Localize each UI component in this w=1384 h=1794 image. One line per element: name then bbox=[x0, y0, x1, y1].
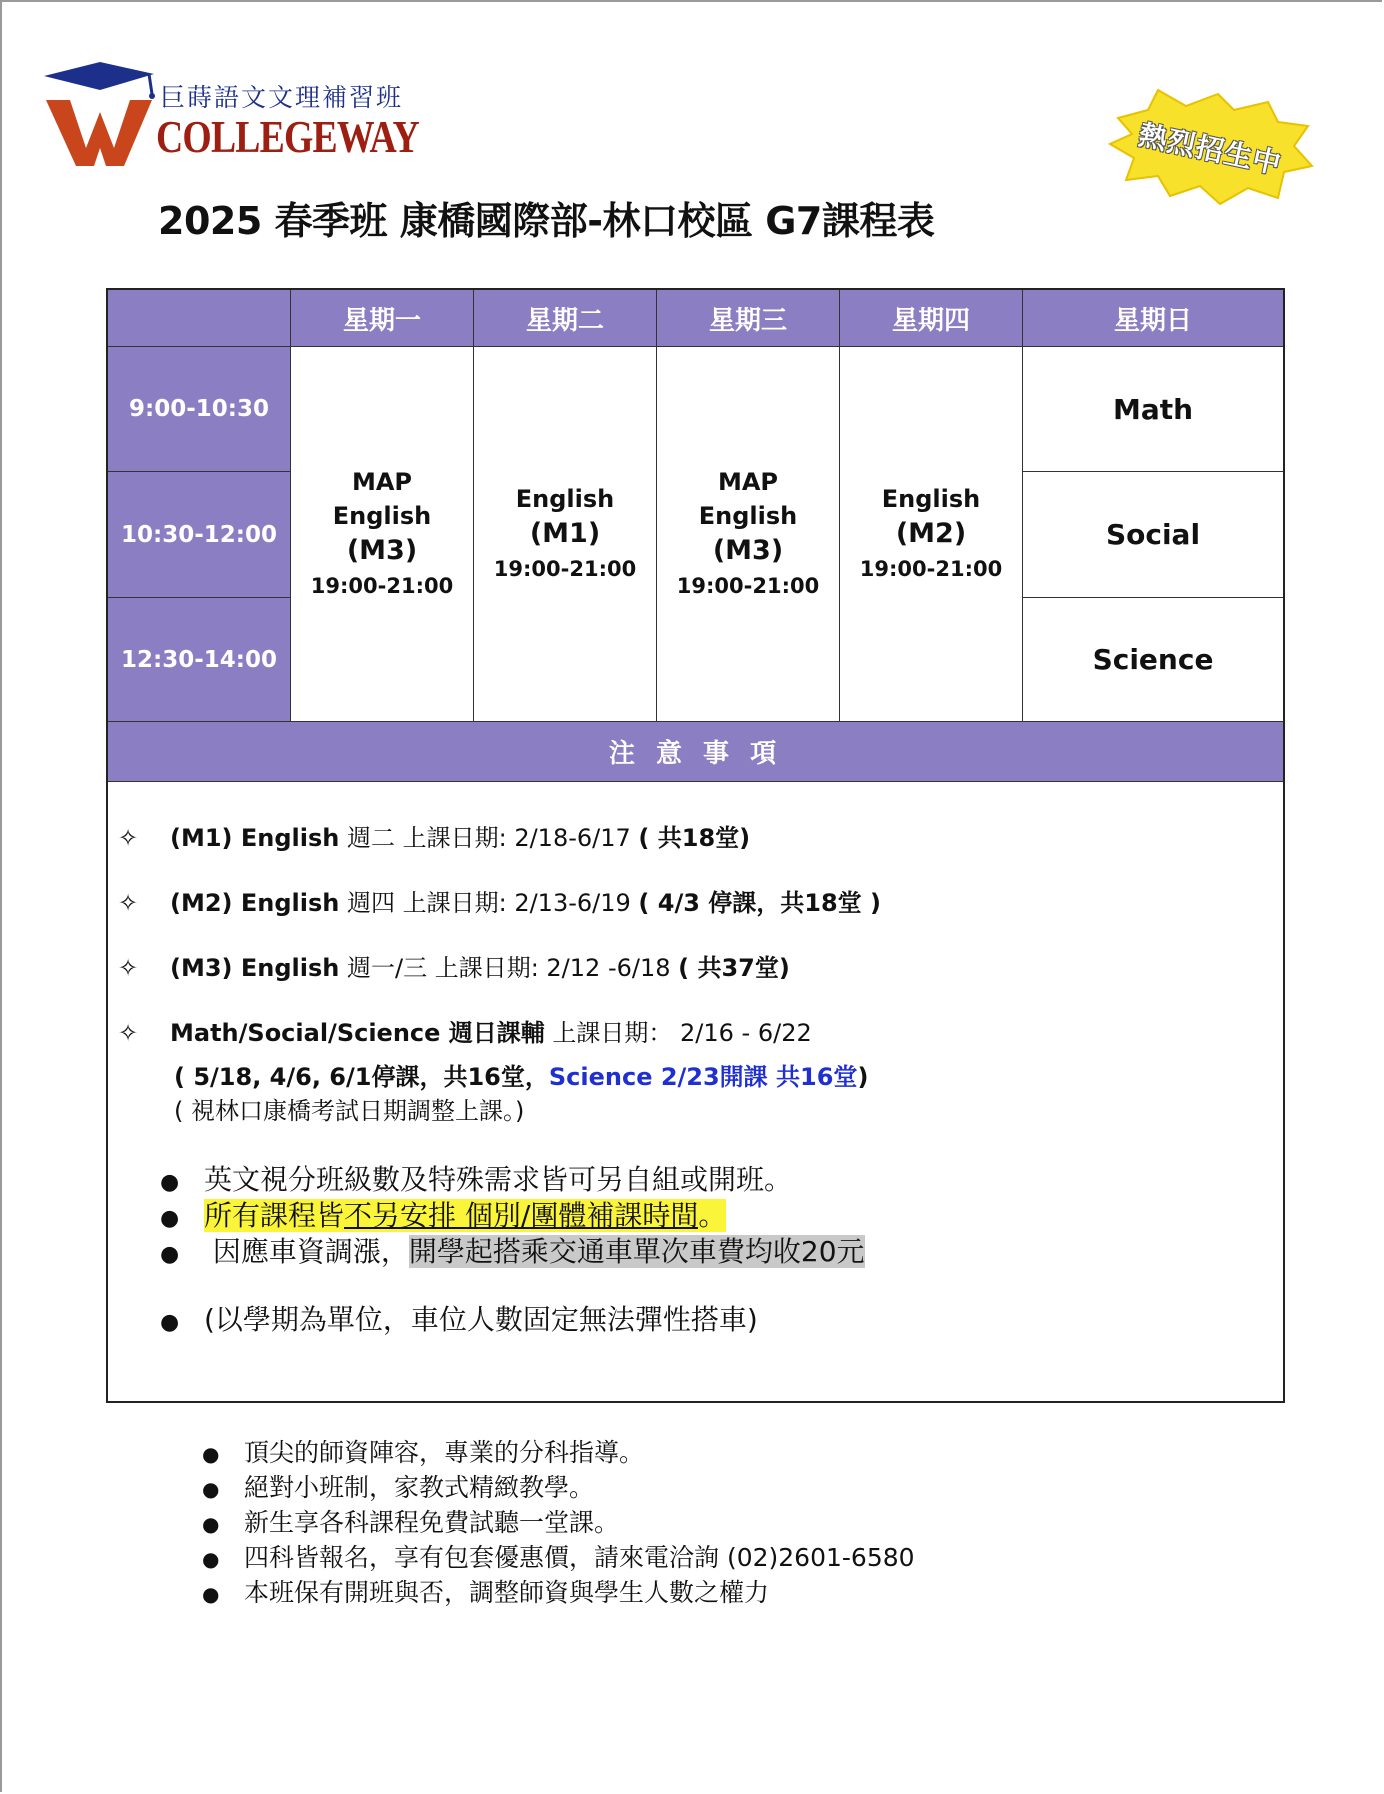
thursday-class bbox=[840, 347, 1023, 722]
wednesday-class bbox=[657, 347, 840, 722]
bullet-dot-icon: ● bbox=[202, 1582, 220, 1606]
bullet-class-grouping: ● 英文視分班級數及特殊需求皆可另自組或開班。 bbox=[160, 1163, 793, 1196]
sparkle-icon: ✧ bbox=[118, 1019, 139, 1047]
notes-heading: 注 意 事 項 bbox=[108, 722, 1283, 782]
badge-text: 熱烈招生中 bbox=[1135, 118, 1285, 181]
logo-english-name: COLLEGEWAY bbox=[156, 111, 419, 162]
wednesday-line3: (M3) bbox=[712, 535, 784, 566]
footer-item: ● 四科皆報名，享有包套優惠價，請來電洽詢 (02)2601-6580 bbox=[202, 1541, 915, 1576]
page-title: 2025 春季班 康橋國際部-林口校區 G7課程表 bbox=[158, 199, 935, 243]
footer-item: ● 頂尖的師資陣容，專業的分科指導。 bbox=[202, 1436, 915, 1471]
note-m3: ✧ (M3) English 週一/三 上課日期: 2/12 -6/18 ( 共37堂) bbox=[118, 954, 790, 982]
note-m2: ✧ (M2) English 週四 上課日期: 2/13-6/19 ( 4/3 停課，共18堂 ) bbox=[118, 889, 881, 917]
monday-line1: MAP bbox=[351, 468, 413, 496]
bullet-dot-icon: ● bbox=[202, 1477, 220, 1501]
bullet-bus-seats: ● (以學期為單位，車位人數固定無法彈性搭車) bbox=[160, 1303, 758, 1336]
note-sunday-remark: ( 視林口康橋考試日期調整上課。) bbox=[174, 1097, 525, 1125]
footer-item: ● 本班保有開班與否，調整師資與學生人數之權力 bbox=[202, 1576, 915, 1611]
sparkle-icon: ✧ bbox=[118, 824, 139, 852]
sunday-science: Science bbox=[1023, 598, 1283, 722]
bullet-dot-icon: ● bbox=[160, 1242, 180, 1267]
thursday-line2: English bbox=[881, 485, 981, 513]
footer-item: ● 絕對小班制，家教式精緻教學。 bbox=[202, 1471, 915, 1506]
header-thursday: 星期四 bbox=[840, 290, 1023, 347]
monday-line3: (M3) bbox=[346, 535, 418, 566]
bullet-dot-icon: ● bbox=[202, 1547, 220, 1571]
schedule-table bbox=[106, 288, 1285, 1403]
logo-chinese-name: 巨蒔語文文理補習班 bbox=[160, 83, 404, 112]
header-monday: 星期一 bbox=[291, 290, 474, 347]
sparkle-icon: ✧ bbox=[118, 889, 139, 917]
bullet-dot-icon: ● bbox=[202, 1512, 220, 1536]
bullet-bus-fee: ● 因應車資調漲，開學起搭乘交通車單次車費均收20元 bbox=[160, 1235, 865, 1268]
sunday-social: Social bbox=[1023, 472, 1283, 598]
sparkle-icon: ✧ bbox=[118, 954, 139, 982]
sunday-math: Math bbox=[1023, 347, 1283, 472]
footer-item: ● 新生享各科課程免費試聽一堂課。 bbox=[202, 1506, 915, 1541]
note-sunday: ✧ Math/Social/Science 週日課輔 上課日期： 2/16 - 6/22 bbox=[118, 1019, 812, 1047]
thursday-line3: (M2) bbox=[895, 518, 967, 549]
tuesday-line2: English bbox=[515, 485, 615, 513]
time-slot-3: 12:30-14:00 bbox=[108, 598, 291, 722]
wednesday-time: 19:00-21:00 bbox=[676, 574, 820, 598]
header-tuesday: 星期二 bbox=[474, 290, 657, 347]
monday-time: 19:00-21:00 bbox=[310, 574, 454, 598]
bullet-dot-icon: ● bbox=[160, 1206, 180, 1231]
bullet-dot-icon: ● bbox=[160, 1310, 180, 1335]
footer-list bbox=[202, 1436, 915, 1611]
note-sunday-detail: ( 5/18, 4/6, 6/1停課，共16堂，Science 2/23開課 共16堂) bbox=[174, 1063, 869, 1091]
wednesday-line1: MAP bbox=[717, 468, 779, 496]
note-m1: ✧ (M1) English 週二 上課日期: 2/18-6/17 ( 共18堂) bbox=[118, 824, 751, 852]
bullet-dot-icon: ● bbox=[202, 1442, 220, 1466]
recruiting-badge bbox=[1108, 88, 1314, 206]
monday-line2: English bbox=[332, 502, 432, 530]
header-corner bbox=[108, 290, 291, 347]
wednesday-line2: English bbox=[698, 502, 798, 530]
tuesday-time: 19:00-21:00 bbox=[493, 557, 637, 581]
thursday-time: 19:00-21:00 bbox=[859, 557, 1003, 581]
collegeway-logo bbox=[44, 60, 424, 170]
time-slot-1: 9:00-10:30 bbox=[108, 347, 291, 472]
tuesday-class bbox=[474, 347, 657, 722]
graduation-cap-w-icon bbox=[44, 60, 164, 170]
time-slot-2: 10:30-12:00 bbox=[108, 472, 291, 598]
tuesday-line3: (M1) bbox=[529, 518, 601, 549]
monday-class bbox=[291, 347, 474, 722]
bullet-dot-icon: ● bbox=[160, 1170, 180, 1195]
header-sunday: 星期日 bbox=[1023, 290, 1283, 347]
header-wednesday: 星期三 bbox=[657, 290, 840, 347]
bullet-no-makeup: ● 所有課程皆不另安排 個別/團體補課時間。 bbox=[160, 1199, 727, 1232]
